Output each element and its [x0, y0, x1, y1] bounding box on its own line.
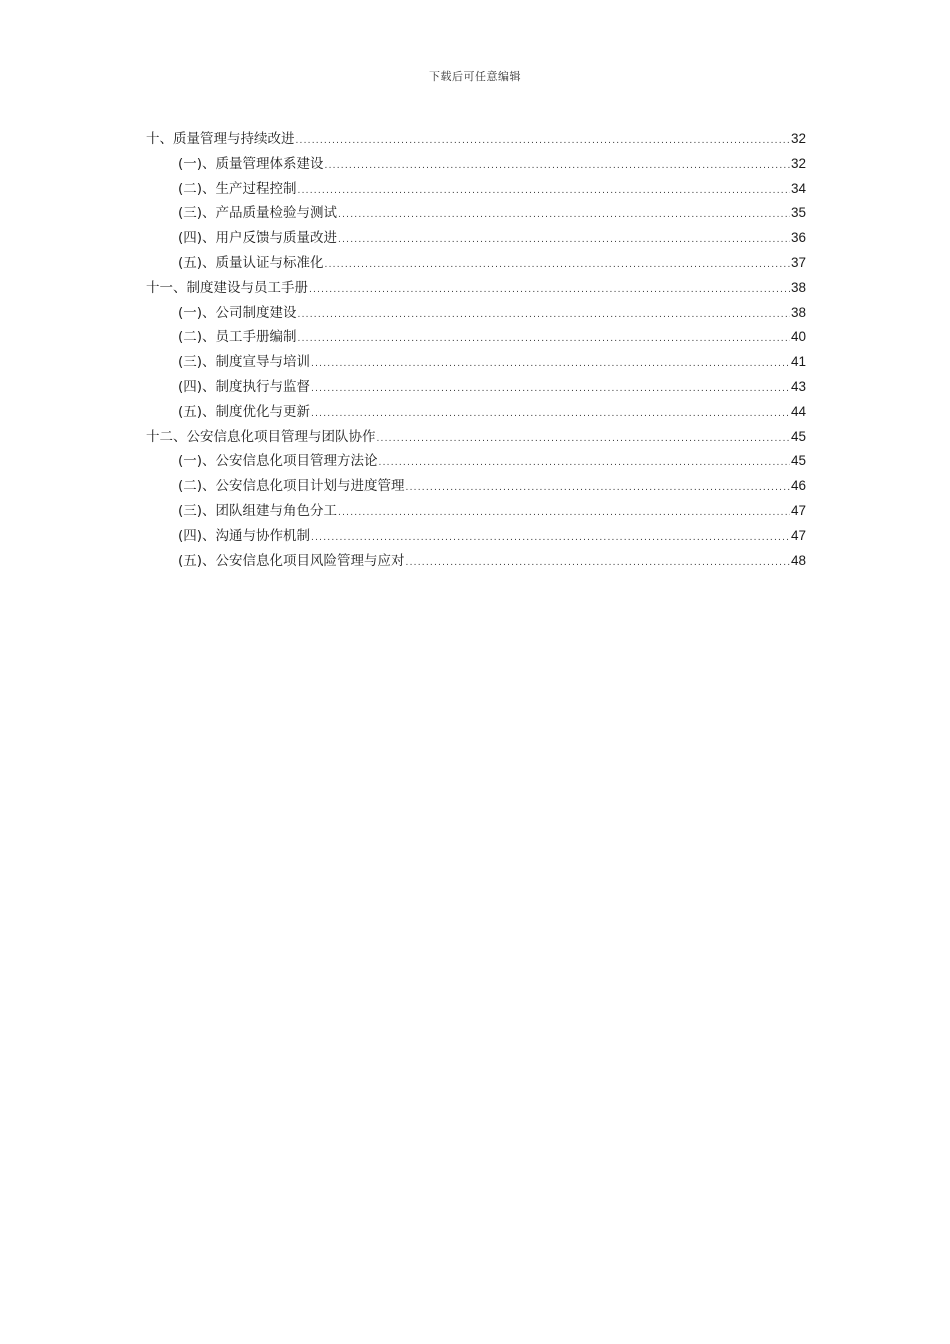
toc-entry-label: (三)、团队组建与角色分工: [178, 502, 338, 519]
toc-entry[interactable]: [146, 524, 806, 549]
toc-page-number: 45: [790, 428, 806, 444]
toc-dot-leader: [406, 476, 790, 501]
toc-page-number: 41: [790, 354, 806, 370]
toc-entry[interactable]: [146, 276, 806, 301]
toc-entry-label: (二)、员工手册编制: [178, 329, 297, 346]
toc-entry-label: (一)、公安信息化项目管理方法论: [178, 453, 378, 470]
toc-entry[interactable]: [146, 400, 806, 425]
toc-entry-label: (一)、质量管理体系建设: [178, 155, 324, 172]
toc-dot-leader: [296, 129, 790, 154]
toc-dot-leader: [325, 154, 790, 179]
toc-page-number: 38: [790, 279, 806, 295]
toc-page-number: 45: [790, 453, 806, 469]
page-header: 下载后可任意编辑: [429, 70, 521, 83]
toc-entry-label: (三)、产品质量检验与测试: [178, 205, 338, 222]
toc-dot-leader: [298, 327, 790, 352]
toc-page-number: 48: [790, 552, 806, 568]
toc-page-number: 35: [790, 205, 806, 221]
toc-dot-leader: [298, 179, 790, 204]
toc-dot-leader: [311, 402, 790, 427]
toc-dot-leader: [325, 253, 790, 278]
toc-entry[interactable]: [146, 350, 806, 375]
toc-page-number: 40: [790, 329, 806, 345]
toc-entry-label: (五)、公安信息化项目风险管理与应对: [178, 552, 405, 569]
toc-page-number: 47: [790, 527, 806, 543]
toc-dot-leader: [298, 303, 790, 328]
toc-entry[interactable]: [146, 226, 806, 251]
toc-dot-leader: [338, 228, 790, 253]
toc-entry[interactable]: [146, 201, 806, 226]
toc-page-number: 32: [790, 131, 806, 146]
toc-page-number: 34: [790, 180, 806, 196]
toc-entry[interactable]: [146, 127, 806, 152]
toc-dot-leader: [379, 451, 790, 476]
toc-entry-label: (五)、制度优化与更新: [178, 403, 311, 420]
toc-entry[interactable]: [146, 152, 806, 177]
toc-entry-label: (五)、质量认证与标准化: [178, 254, 324, 271]
toc-entry-label: 十二、公安信息化项目管理与团队协作: [146, 428, 376, 445]
toc-page-number: 38: [790, 304, 806, 320]
toc-entry[interactable]: [146, 251, 806, 276]
toc-entry[interactable]: [146, 499, 806, 524]
toc-entry-label: 十、质量管理与持续改进: [146, 131, 295, 147]
toc-entry[interactable]: [146, 301, 806, 326]
toc-page-number: 37: [790, 254, 806, 270]
toc-page-number: 43: [790, 378, 806, 394]
toc-entry-label: (四)、制度执行与监督: [178, 378, 311, 395]
toc-entry[interactable]: [146, 474, 806, 499]
toc-entry-label: (二)、公安信息化项目计划与进度管理: [178, 478, 405, 495]
toc-dot-leader: [338, 501, 790, 526]
toc-dot-leader: [377, 427, 790, 452]
toc-entry[interactable]: [146, 425, 806, 450]
toc-dot-leader: [338, 203, 790, 228]
toc-page-number: 32: [790, 155, 806, 171]
toc-dot-leader: [311, 526, 790, 551]
table-of-contents: [146, 127, 806, 573]
toc-entry-label: (一)、公司制度建设: [178, 304, 297, 321]
toc-entry[interactable]: [146, 325, 806, 350]
toc-page-number: 47: [790, 502, 806, 518]
toc-dot-leader: [309, 278, 790, 303]
toc-page-number: 44: [790, 403, 806, 419]
toc-entry[interactable]: [146, 549, 806, 574]
toc-entry[interactable]: [146, 449, 806, 474]
toc-entry[interactable]: [146, 375, 806, 400]
toc-entry-label: (四)、沟通与协作机制: [178, 527, 311, 544]
toc-dot-leader: [406, 551, 790, 576]
toc-entry[interactable]: [146, 177, 806, 202]
toc-entry-label: (三)、制度宣导与培训: [178, 354, 311, 371]
toc-page-number: 36: [790, 230, 806, 246]
toc-page-number: 46: [790, 478, 806, 494]
toc-dot-leader: [311, 377, 790, 402]
toc-entry-label: 十一、制度建设与员工手册: [146, 279, 308, 296]
toc-dot-leader: [311, 352, 790, 377]
toc-entry-label: (四)、用户反馈与质量改进: [178, 230, 338, 247]
toc-entry-label: (二)、生产过程控制: [178, 180, 297, 197]
